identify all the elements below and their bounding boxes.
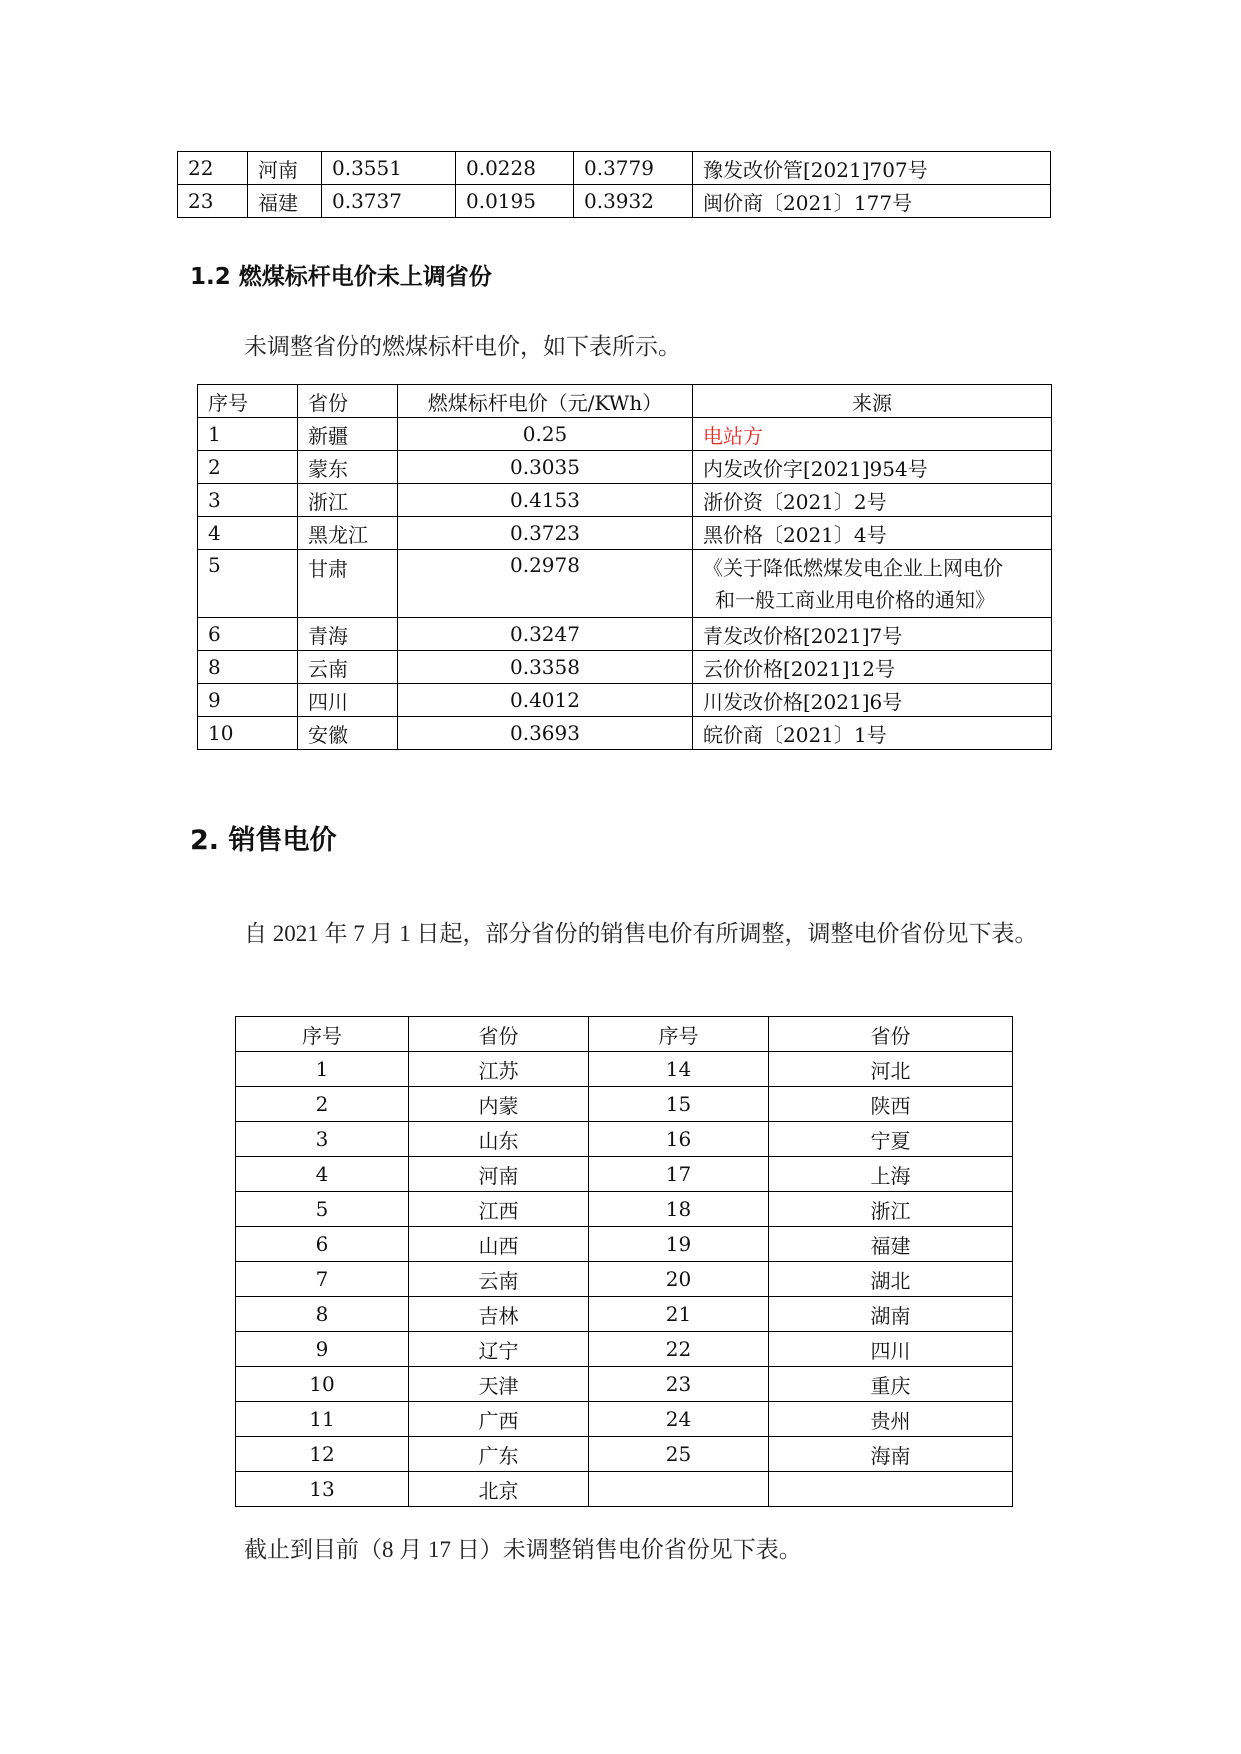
table-cell: 青发改价格[2021]7号 <box>693 618 1052 651</box>
table-cell: 青海 <box>298 618 398 651</box>
table-cell: 0.4012 <box>398 684 693 717</box>
table-cell: 8 <box>198 651 298 684</box>
table-cell: 11 <box>236 1402 409 1437</box>
table-cell: 内蒙 <box>409 1087 589 1122</box>
column-header: 序号 <box>198 385 298 418</box>
table-row <box>236 1472 1013 1507</box>
table-cell: 8 <box>236 1297 409 1332</box>
table-row <box>198 684 1052 717</box>
table-row <box>178 152 1051 185</box>
table-cell: 20 <box>589 1262 769 1297</box>
table-cell: 2 <box>198 451 298 484</box>
table-cell: 0.3551 <box>322 152 456 185</box>
table-cell: 4 <box>198 517 298 550</box>
table-row <box>236 1402 1013 1437</box>
table-cell: 23 <box>178 185 248 218</box>
table-row <box>236 1262 1013 1297</box>
table-row <box>236 1157 1013 1192</box>
table-cell <box>769 1472 1013 1507</box>
section-heading-1-2: 1.2 燃煤标杆电价未上调省份 <box>190 264 492 290</box>
table-cell: 22 <box>178 152 248 185</box>
table-row <box>236 1052 1013 1087</box>
table-cell: 0.0195 <box>456 185 574 218</box>
table-row <box>236 1227 1013 1262</box>
table-cell: 0.3737 <box>322 185 456 218</box>
table-cell: 6 <box>198 618 298 651</box>
table-cell: 北京 <box>409 1472 589 1507</box>
table-cell: 四川 <box>769 1332 1013 1367</box>
table-cell: 云南 <box>298 651 398 684</box>
table-cell: 5 <box>198 550 298 618</box>
table-cell: 22 <box>589 1332 769 1367</box>
table-cell: 0.3035 <box>398 451 693 484</box>
column-header: 省份 <box>409 1017 589 1052</box>
table-cell: 贵州 <box>769 1402 1013 1437</box>
table-cell: 0.3247 <box>398 618 693 651</box>
table-cell: 浙江 <box>298 484 398 517</box>
table-cell: 24 <box>589 1402 769 1437</box>
sales-price-table-header <box>236 1017 1013 1052</box>
table-cell: 宁夏 <box>769 1122 1013 1157</box>
table-cell: 0.3779 <box>574 152 693 185</box>
table-cell: 17 <box>589 1157 769 1192</box>
source-line: 和一般工商业用电价格的通知》 <box>715 587 995 612</box>
table-cell: 蒙东 <box>298 451 398 484</box>
price-table-continuation-body <box>178 152 1051 218</box>
table-cell: 电站方 <box>693 418 1052 451</box>
table-cell: 云价价格[2021]12号 <box>693 651 1052 684</box>
table-row <box>236 1192 1013 1227</box>
table-cell <box>589 1472 769 1507</box>
table-cell: 海南 <box>769 1437 1013 1472</box>
table-cell: 9 <box>198 684 298 717</box>
column-header: 省份 <box>298 385 398 418</box>
column-header: 序号 <box>236 1017 409 1052</box>
table-row <box>198 484 1052 517</box>
table-row <box>198 517 1052 550</box>
table-cell: 0.3358 <box>398 651 693 684</box>
table-cell: 黑价格〔2021〕4号 <box>693 517 1052 550</box>
table-cell: 陕西 <box>769 1087 1013 1122</box>
table-cell: 黑龙江 <box>298 517 398 550</box>
coal-price-table-header <box>198 385 1052 418</box>
table-cell: 江西 <box>409 1192 589 1227</box>
table-cell: 浙价资〔2021〕2号 <box>693 484 1052 517</box>
table-row <box>198 651 1052 684</box>
table-cell: 6 <box>236 1227 409 1262</box>
table-cell: 3 <box>198 484 298 517</box>
table-cell: 湖北 <box>769 1262 1013 1297</box>
table-cell: 内发改价字[2021]954号 <box>693 451 1052 484</box>
table-cell: 广东 <box>409 1437 589 1472</box>
table-cell: 吉林 <box>409 1297 589 1332</box>
price-table-continuation <box>177 151 1051 218</box>
table-cell: 安徽 <box>298 717 398 750</box>
table-row <box>198 550 1052 618</box>
table-cell: 河北 <box>769 1052 1013 1087</box>
table-row <box>198 451 1052 484</box>
table-cell: 19 <box>589 1227 769 1262</box>
table-cell: 山东 <box>409 1122 589 1157</box>
table-cell: 天津 <box>409 1367 589 1402</box>
table-cell: 甘肃 <box>298 550 398 618</box>
table-cell: 湖南 <box>769 1297 1013 1332</box>
section-heading-2: 2. 销售电价 <box>190 825 337 856</box>
table-cell: 0.3932 <box>574 185 693 218</box>
sales-price-table-body <box>236 1052 1013 1507</box>
section-2-outro: 截止到目前（8 月 17 日）未调整销售电价省份见下表。 <box>244 1537 802 1562</box>
table-cell: 15 <box>589 1087 769 1122</box>
table-cell: 豫发改价管[2021]707号 <box>693 152 1051 185</box>
table-cell: 重庆 <box>769 1367 1013 1402</box>
table-cell: 皖价商〔2021〕1号 <box>693 717 1052 750</box>
table-cell: 13 <box>236 1472 409 1507</box>
table-cell: 四川 <box>298 684 398 717</box>
table-cell: 云南 <box>409 1262 589 1297</box>
table-cell: 0.3693 <box>398 717 693 750</box>
table-cell: 河南 <box>248 152 322 185</box>
table-cell: 0.2978 <box>398 550 693 618</box>
table-cell: 4 <box>236 1157 409 1192</box>
table-cell: 福建 <box>769 1227 1013 1262</box>
table-row <box>198 717 1052 750</box>
coal-price-table <box>197 384 1052 750</box>
table-cell: 12 <box>236 1437 409 1472</box>
table-cell: 7 <box>236 1262 409 1297</box>
sales-price-table <box>235 1016 1013 1507</box>
column-header: 序号 <box>589 1017 769 1052</box>
table-cell: 21 <box>589 1297 769 1332</box>
section-1-2-intro: 未调整省份的燃煤标杆电价，如下表所示。 <box>244 334 681 359</box>
table-cell: 川发改价格[2021]6号 <box>693 684 1052 717</box>
table-cell: 2 <box>236 1087 409 1122</box>
table-cell: 23 <box>589 1367 769 1402</box>
table-cell: 0.0228 <box>456 152 574 185</box>
table-row <box>236 1087 1013 1122</box>
column-header: 省份 <box>769 1017 1013 1052</box>
table-cell: 9 <box>236 1332 409 1367</box>
table-cell: 10 <box>236 1367 409 1402</box>
source-line: 《关于降低燃煤发电企业上网电价 <box>703 555 1003 580</box>
table-cell: 16 <box>589 1122 769 1157</box>
table-row <box>236 1122 1013 1157</box>
table-cell: 18 <box>589 1192 769 1227</box>
table-cell: 10 <box>198 717 298 750</box>
table-cell: 上海 <box>769 1157 1013 1192</box>
table-cell: 江苏 <box>409 1052 589 1087</box>
table-cell: 14 <box>589 1052 769 1087</box>
table-row <box>236 1332 1013 1367</box>
table-row <box>198 418 1052 451</box>
table-cell: 3 <box>236 1122 409 1157</box>
table-cell: 福建 <box>248 185 322 218</box>
table-cell: 0.4153 <box>398 484 693 517</box>
table-cell: 25 <box>589 1437 769 1472</box>
table-row <box>236 1297 1013 1332</box>
column-header: 燃煤标杆电价（元/KWh） <box>398 385 693 418</box>
table-cell: 河南 <box>409 1157 589 1192</box>
table-cell: 新疆 <box>298 418 398 451</box>
table-cell: 1 <box>198 418 298 451</box>
table-row <box>236 1367 1013 1402</box>
table-row <box>178 185 1051 218</box>
table-cell: 山西 <box>409 1227 589 1262</box>
table-cell: 0.25 <box>398 418 693 451</box>
table-cell: 5 <box>236 1192 409 1227</box>
table-cell: 广西 <box>409 1402 589 1437</box>
table-cell: 闽价商〔2021〕177号 <box>693 185 1051 218</box>
table-row <box>198 618 1052 651</box>
table-cell <box>693 550 1052 618</box>
table-cell: 辽宁 <box>409 1332 589 1367</box>
table-cell: 1 <box>236 1052 409 1087</box>
column-header: 来源 <box>693 385 1052 418</box>
table-cell: 0.3723 <box>398 517 693 550</box>
coal-price-table-body <box>198 418 1052 750</box>
table-cell: 浙江 <box>769 1192 1013 1227</box>
table-row <box>236 1437 1013 1472</box>
section-2-intro: 自 2021 年 7 月 1 日起，部分省份的销售电价有所调整，调整电价省份见下表。 <box>244 921 1038 946</box>
